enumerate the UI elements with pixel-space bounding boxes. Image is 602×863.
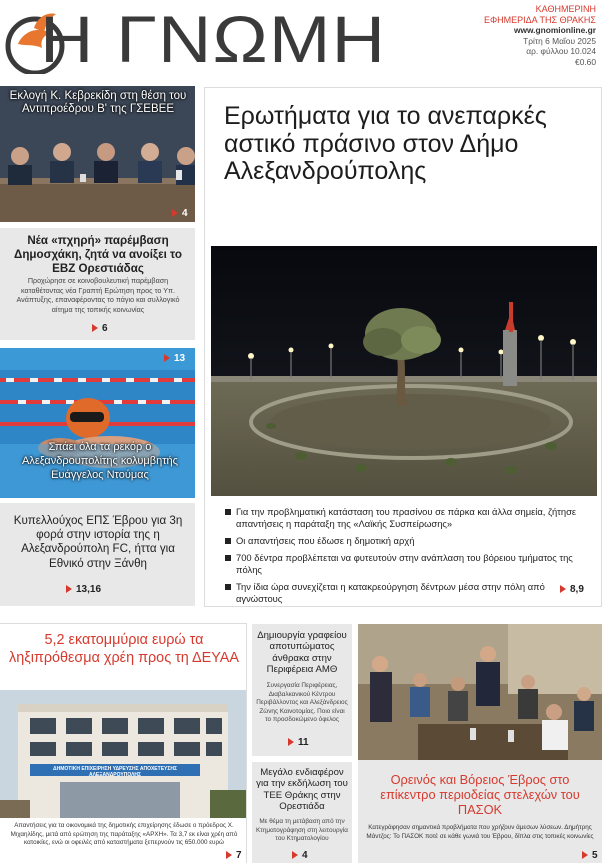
masthead-tagline-1: ΚΑΘΗΜΕΡΙΝΗ — [535, 4, 596, 14]
main-story-page-ref[interactable] — [560, 584, 584, 595]
arrow-right-icon — [288, 738, 294, 746]
park-night-image — [211, 246, 597, 496]
masthead-website[interactable]: www.gnomionline.gr — [513, 25, 596, 35]
deyaa-page-number: 7 — [236, 850, 242, 861]
masthead-issue: αρ. φύλλου 10.024 — [526, 46, 596, 56]
office-page-number: 11 — [298, 737, 309, 748]
deyaa-text: Απαντήσεις για τα οικονομικά της δημοτικής επιχείρησης έδωσε ο πρόεδρος Χ. Μιχαηλίδης, μετά από ερώτηση της παράταξης «ΑΡΧΗ». Τα 3,7 εκ είναι χρέη από κατοικίες, ενώ οι οφειλές από καταστήματα ξεπερνούν τις 650.000 ευρώ — [10, 822, 238, 847]
main-bullet-4: Την ίδια ώρα συνεχίζεται η κατακρεούργηση δέντρων μέσα στην πόλη από αγνώστους — [224, 581, 592, 605]
tee-text: Με θέμα τη μετάβαση από την Κτηματογράφηση στη λειτουργία του Κτηματολογίου — [256, 818, 348, 842]
office-title[interactable]: Δημιουργία γραφείου αποτυπώματος άνθρακα στην Περιφέρεια ΑΜΘ — [257, 630, 347, 676]
tee-title[interactable]: Μεγάλο ενδιαφέρον για την εκδήλωση του ΤΕΕ Θράκης στην Ορεστιάδα — [256, 767, 348, 813]
pasok-photo — [358, 624, 602, 760]
deyaa-title[interactable]: 5,2 εκατομμύρια ευρώ τα ληξιπρόθεσμα χρέη προς τη ΔΕΥΑΑ — [9, 632, 239, 666]
cup-title[interactable]: Κυπελλούχος ΕΠΣ Έβρου για 3η φορά στην ιστορία της η Αλεξανδρούπολη FC, ήττα για Εθνικό στην Ξάνθη — [13, 514, 183, 570]
swim-page-ref[interactable] — [164, 353, 185, 364]
masthead-date: Τρίτη 6 Μαΐου 2025 — [523, 35, 596, 46]
deyaa-building-image — [0, 690, 246, 818]
gsevee-page-number: 4 — [182, 208, 188, 219]
swim-page-number: 13 — [174, 353, 186, 364]
dimoshakis-title[interactable]: Νέα «πχηρή» παρέμβαση Δημοσχάκη, ζητά να ανοίξει το ΕΒΖ Ορεστιάδας — [14, 234, 182, 275]
arrow-right-icon — [226, 851, 232, 859]
deyaa-sign: ΔΗΜΟΤΙΚΗ ΕΠΙΧΕΙΡΗΣΗ ΥΔΡΕΥΣΗΣ ΑΠΟΧΕΤΕΥΣΗΣ ΑΛΕΞΑΝΔΡΟΥΠΟΛΗΣ — [53, 766, 177, 778]
office-page-ref[interactable] — [288, 737, 309, 748]
main-bullet-2: Οι απαντήσεις που έδωσε η δημοτική αρχή — [224, 535, 592, 547]
masthead-price: €0.60 — [575, 56, 596, 67]
cup-page-number: 13,16 — [76, 584, 102, 595]
dimoshakis-page-number: 6 — [102, 323, 108, 334]
arrow-right-icon — [292, 851, 298, 859]
pasok-title[interactable]: Ορεινός και Βόρειος Έβρος στο επίκεντρο περιοδείας στελεχών του ΠΑΣΟΚ — [380, 772, 580, 817]
gsevee-page-ref[interactable] — [172, 208, 188, 219]
dimoshakis-page-ref[interactable] — [92, 323, 108, 334]
main-story-bullets — [224, 506, 592, 610]
pasok-meeting-image — [358, 624, 602, 760]
deyaa-page-ref[interactable] — [226, 850, 242, 861]
masthead-info — [484, 4, 596, 67]
main-story-page-number: 8,9 — [570, 584, 584, 595]
arrow-right-icon — [164, 354, 170, 362]
office-text: Συνεργασία Περιφέρειας, Διαβαλκανικού Κέντρου Περιβάλλοντος και Αλεξάνδρειος Ζώνης Καινοτομίας. Ποιο είναι το προσδοκώμενο όφελος — [256, 682, 348, 723]
main-story-photo — [211, 246, 597, 496]
tee-page-ref[interactable] — [292, 850, 308, 861]
arrow-right-icon — [172, 209, 178, 217]
masthead-tagline-2: ΕΦΗΜΕΡΙΔΑ ΤΗΣ ΘΡΑΚΗΣ — [483, 14, 596, 25]
main-bullet-3: 700 δέντρα προβλέπεται να φυτευτούν στην ανάπλαση του βόρειου τμήματος της πόλης — [224, 552, 592, 576]
dimoshakis-text: Προχώρησε σε κοινοβουλευτική παρέμβαση καταθέτοντας νέα Γραπτή Ερώτηση προς το Υπ. Ανάπτυξης, επαναφέροντας το πάγιο και συλλογικό αίτημα της τοπικής κοινωνίας — [16, 276, 180, 314]
main-story-headline[interactable]: Ερωτήματα για το ανεπαρκές αστικό πράσινο στον Δήμο Αλεξανδρούπολης — [224, 102, 547, 185]
arrow-right-icon — [66, 585, 72, 593]
pasok-text: Κατεγράφησαν σημαντικά προβλήματα που χρήζουν άμεσων λύσεων. Δημήτρης Μάντζος: Το ΠΑΣΟΚ ποτέ σε κάθε γωνιά του Έβρου, δίπλα στις τοπικές κοινωνίες — [366, 824, 594, 840]
main-bullet-1: Για την προβληματική κατάσταση του πρασίνου σε πάρκα και άλλα σημεία, ζήτησε απαντήσεις η παράταξη της «Λαϊκής Συσπείρωσης» — [224, 506, 592, 530]
deyaa-photo — [0, 690, 246, 818]
pasok-page-ref[interactable] — [582, 850, 598, 861]
arrow-right-icon — [582, 851, 588, 859]
tee-page-number: 4 — [302, 850, 308, 861]
arrow-right-icon — [92, 324, 98, 332]
arrow-right-icon — [560, 585, 566, 593]
pasok-page-number: 5 — [592, 850, 598, 861]
masthead-title: Η ΓΝΩΜΗ — [40, 2, 387, 76]
swim-caption: Σπάει όλα τα ρεκόρ ο Αλεξανδρουπολίτης κολυμβητής Ευάγγελος Ντούμας — [22, 441, 178, 481]
gsevee-caption: Εκλογή Κ. Κεβρεκίδη στη θέση του Αντιπροέδρου Β' της ΓΣΕΒΕΕ — [9, 90, 187, 115]
cup-page-ref[interactable] — [66, 584, 101, 595]
